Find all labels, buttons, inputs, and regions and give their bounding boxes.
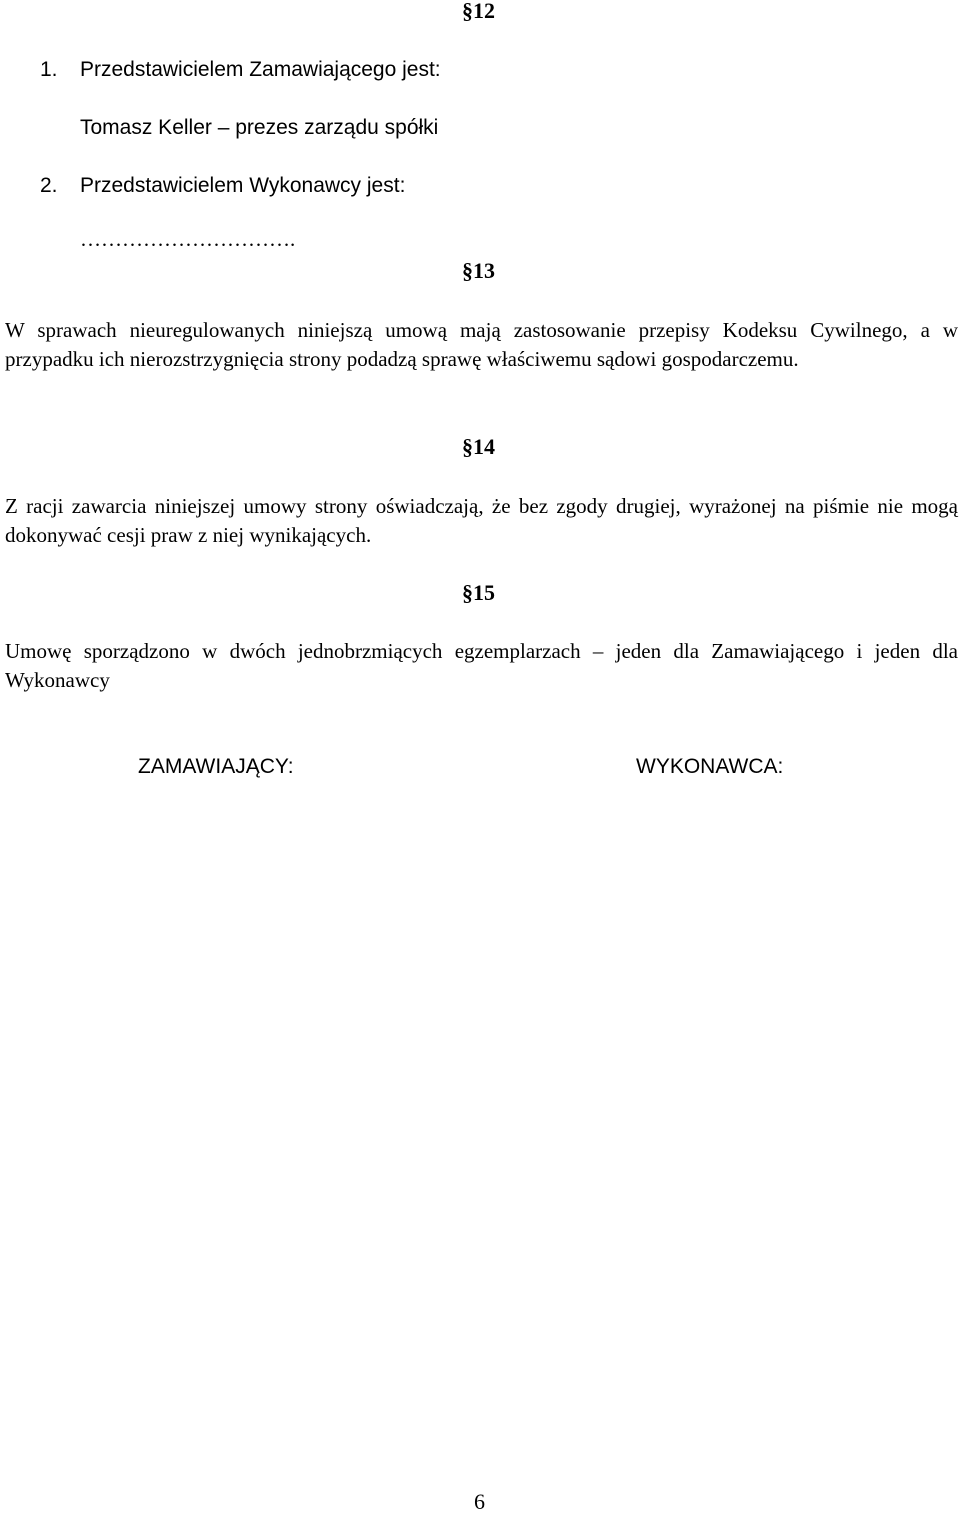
client-signature-label: ZAMAWIAJĄCY: (138, 755, 294, 778)
contractor-representative-label: Przedstawicielem Wykonawcy jest: (80, 174, 406, 197)
section-13-text: W sprawach nieuregulowanych niniejszą umową mają zastosowanie przepisy Kodeksu Cywilnego, a w przypadku ich nierozstrzygnięcia strony podadzą sprawę właściwemu sądowi gospodarczemu. (5, 318, 958, 371)
section-14-heading: §14 (462, 434, 495, 459)
client-representative-name: Tomasz Keller – prezes zarządu spółki (80, 116, 439, 139)
client-representative-label: Przedstawicielem Zamawiającego jest: (80, 58, 441, 81)
list-item-number: 1. (40, 58, 58, 81)
contractor-signature-label: WYKONAWCA: (636, 755, 784, 778)
section-13-heading: §13 (462, 258, 495, 283)
section-15-heading: §15 (462, 580, 495, 605)
contractor-representative-placeholder: …………………………. (80, 227, 296, 251)
section-12-heading: §12 (462, 0, 495, 23)
section-14-text: Z racji zawarcia niniejszej umowy strony oświadczają, że bez zgody drugiej, wyrażonej na piśmie nie mogą dokonywać cesji praw z niej wynikających. (5, 494, 958, 547)
section-15-text: Umowę sporządzono w dwóch jednobrzmiących egzemplarzach – jeden dla Zamawiającego i jeden dla Wykonawcy (5, 639, 958, 692)
list-item-number: 2. (40, 174, 58, 197)
page-number: 6 (474, 1489, 485, 1514)
